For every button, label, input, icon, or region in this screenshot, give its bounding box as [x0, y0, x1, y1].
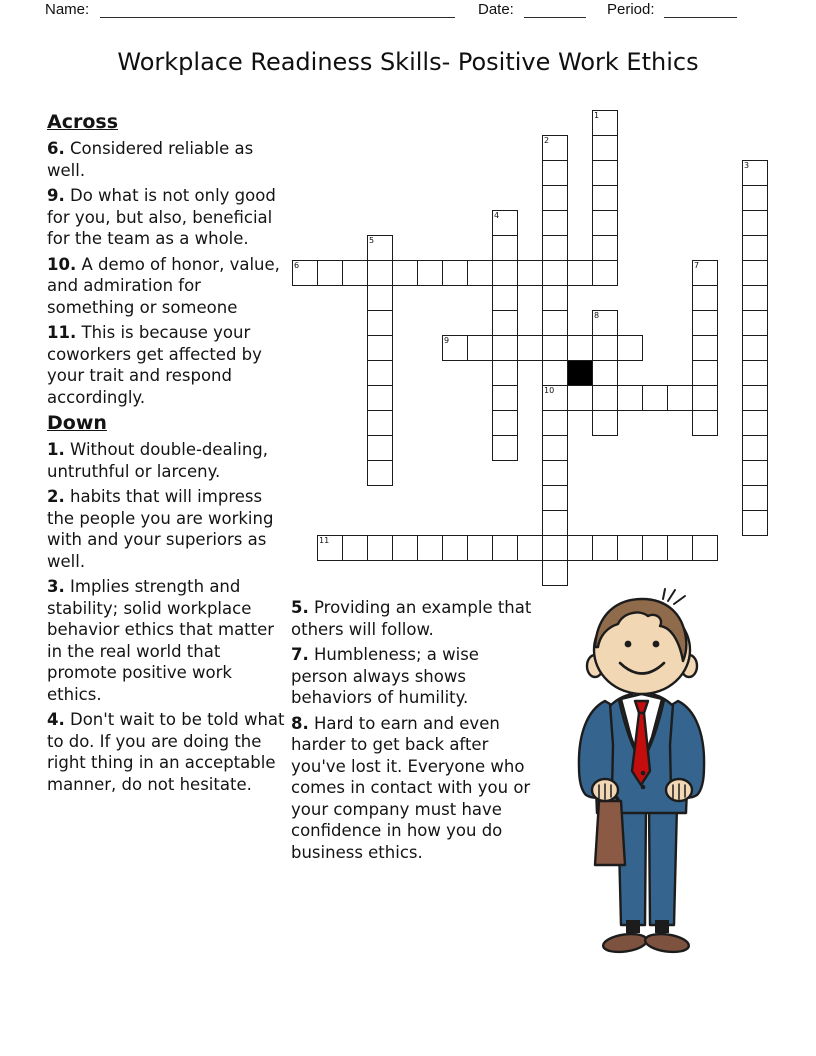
grid-cell[interactable] — [542, 510, 568, 536]
grid-cell[interactable] — [592, 185, 618, 211]
grid-cell[interactable] — [492, 210, 518, 236]
grid-cell[interactable] — [742, 260, 768, 286]
grid-cell[interactable] — [467, 335, 493, 361]
grid-cell[interactable] — [517, 335, 543, 361]
clue-text: Considered reliable as well. — [47, 139, 254, 180]
eye-right — [653, 641, 660, 648]
grid-cell[interactable] — [492, 360, 518, 386]
clue-number: 1. — [47, 440, 65, 459]
grid-cell[interactable] — [617, 335, 643, 361]
grid-cell[interactable] — [417, 535, 443, 561]
grid-cell[interactable] — [692, 285, 718, 311]
clue-text: Providing an example that others will follow. — [291, 598, 532, 639]
grid-cell[interactable] — [567, 260, 593, 286]
grid-cell[interactable] — [492, 435, 518, 461]
grid-cell[interactable] — [517, 535, 543, 561]
grid-cell[interactable] — [367, 360, 393, 386]
briefcase — [595, 801, 625, 865]
grid-cell[interactable] — [592, 535, 618, 561]
grid-cell[interactable] — [542, 135, 568, 161]
grid-cell[interactable] — [467, 535, 493, 561]
eye-left — [625, 641, 632, 648]
clue-text: Humbleness; a wise person always shows behaviors of humility. — [291, 645, 479, 707]
cell-number: 1 — [594, 111, 600, 120]
clue-text: A demo of honor, value, and admiration for something or someone — [47, 254, 280, 317]
left-clue-column — [47, 111, 285, 799]
period-label: Period: — [607, 1, 655, 18]
hair-spikes — [663, 589, 685, 604]
grid-cell[interactable] — [592, 260, 618, 286]
grid-cell[interactable] — [367, 260, 393, 286]
date-label: Date: — [478, 1, 514, 18]
grid-cell[interactable] — [542, 210, 568, 236]
grid-cell[interactable] — [617, 385, 643, 411]
grid-cell[interactable] — [542, 235, 568, 261]
sock-left — [626, 920, 640, 933]
grid-cell[interactable] — [542, 560, 568, 586]
grid-cell[interactable] — [592, 135, 618, 161]
black-cell — [567, 360, 593, 386]
clue-down-4 — [47, 709, 285, 795]
grid-cell[interactable] — [492, 285, 518, 311]
grid-cell[interactable] — [367, 535, 393, 561]
grid-cell[interactable] — [542, 335, 568, 361]
grid-cell[interactable] — [692, 360, 718, 386]
cell-number: 5 — [369, 236, 375, 245]
sock-right — [655, 920, 669, 933]
grid-cell[interactable] — [342, 260, 368, 286]
grid-cell[interactable] — [592, 335, 618, 361]
grid-cell[interactable] — [692, 535, 718, 561]
grid-cell[interactable] — [742, 160, 768, 186]
jacket-button — [641, 771, 646, 776]
grid-cell[interactable] — [592, 410, 618, 436]
grid-cell[interactable] — [692, 310, 718, 336]
cell-number: 2 — [544, 136, 550, 145]
grid-cell[interactable] — [367, 385, 393, 411]
grid-cell[interactable] — [492, 310, 518, 336]
grid-cell[interactable] — [742, 385, 768, 411]
clue-across-11 — [47, 322, 285, 408]
grid-cell[interactable] — [592, 235, 618, 261]
shoe-left — [602, 932, 648, 955]
grid-cell[interactable] — [567, 535, 593, 561]
cell-number: 6 — [294, 261, 300, 270]
grid-cell[interactable] — [692, 260, 718, 286]
clue-across-6 — [47, 138, 285, 181]
clue-number: 4. — [47, 710, 65, 729]
clue-number: 7. — [291, 645, 309, 664]
across-clue-list — [47, 138, 285, 408]
clue-number: 3. — [47, 577, 65, 596]
clue-down-3 — [47, 576, 285, 705]
down-clue-list-middle — [291, 597, 537, 863]
grid-cell[interactable] — [742, 185, 768, 211]
cell-number: 11 — [319, 536, 330, 545]
grid-cell[interactable] — [542, 185, 568, 211]
grid-cell[interactable] — [742, 360, 768, 386]
grid-cell[interactable] — [517, 260, 543, 286]
grid-cell[interactable] — [642, 535, 668, 561]
grid-cell[interactable] — [367, 235, 393, 261]
grid-cell[interactable] — [642, 385, 668, 411]
grid-cell[interactable] — [592, 360, 618, 386]
grid-cell[interactable] — [442, 335, 468, 361]
grid-cell[interactable] — [742, 510, 768, 536]
grid-cell[interactable] — [592, 110, 618, 136]
clue-text: Don't wait to be told what to do. If you are doing the right thing in an acceptable manner, do not hesitate. — [47, 710, 285, 794]
grid-cell[interactable] — [392, 535, 418, 561]
grid-cell[interactable] — [617, 535, 643, 561]
shoe-right — [644, 932, 690, 955]
cell-number: 3 — [744, 161, 750, 170]
grid-cell[interactable] — [342, 535, 368, 561]
grid-cell[interactable] — [667, 385, 693, 411]
grid-cell[interactable] — [692, 335, 718, 361]
grid-cell[interactable] — [542, 310, 568, 336]
grid-cell[interactable] — [492, 335, 518, 361]
clue-down-1 — [47, 439, 285, 482]
grid-cell[interactable] — [742, 435, 768, 461]
grid-cell[interactable] — [367, 460, 393, 486]
grid-cell[interactable] — [567, 335, 593, 361]
clue-number: 8. — [291, 713, 309, 733]
clue-text: Implies strength and stability; solid workplace behavior ethics that matter in the real world that promote positive work ethics. — [47, 577, 275, 704]
grid-cell[interactable] — [542, 260, 568, 286]
grid-cell[interactable] — [367, 285, 393, 311]
clue-number: 10. — [47, 254, 77, 274]
clue-number: 11. — [47, 323, 77, 342]
cell-number: 10 — [544, 386, 555, 395]
grid-cell[interactable] — [742, 410, 768, 436]
grid-cell[interactable] — [367, 310, 393, 336]
grid-cell[interactable] — [742, 335, 768, 361]
clue-text: habits that will impress the people you are working with and your superiors as well. — [47, 487, 274, 571]
grid-cell[interactable] — [742, 485, 768, 511]
grid-cell[interactable] — [542, 160, 568, 186]
grid-cell[interactable] — [367, 335, 393, 361]
grid-cell[interactable] — [667, 535, 693, 561]
cell-number: 7 — [694, 261, 700, 270]
clue-text: This is because your coworkers get affected by your trait and respond accordingly. — [47, 323, 262, 407]
jacket-button — [641, 785, 646, 790]
clue-text: Hard to earn and even harder to get back after you've lost it. Everyone who comes in contact with you or your company must have confidence in how you do business ethics. — [291, 713, 531, 862]
grid-cell[interactable] — [692, 385, 718, 411]
clue-down-2 — [47, 486, 285, 572]
grid-cell[interactable] — [742, 310, 768, 336]
down-clue-list-left — [47, 439, 285, 795]
middle-clue-column — [291, 597, 537, 867]
clue-down-8 — [291, 713, 537, 864]
page-title: Workplace Readiness Skills- Positive Work Ethics — [117, 48, 699, 76]
clue-number: 6. — [47, 139, 65, 158]
cell-number: 8 — [594, 311, 600, 320]
name-blank-line[interactable] — [100, 2, 455, 18]
grid-cell[interactable] — [542, 410, 568, 436]
grid-cell[interactable] — [542, 435, 568, 461]
grid-cell[interactable] — [742, 285, 768, 311]
clue-number: 9. — [47, 186, 65, 205]
clue-across-9 — [47, 185, 285, 250]
grid-cell[interactable] — [692, 410, 718, 436]
period-blank-line[interactable] — [664, 2, 737, 18]
clue-down-5 — [291, 597, 537, 640]
grid-cell[interactable] — [592, 310, 618, 336]
grid-cell[interactable] — [742, 210, 768, 236]
clue-across-10 — [47, 254, 285, 319]
clue-down-7 — [291, 644, 537, 709]
grid-cell[interactable] — [492, 410, 518, 436]
clue-number: 5. — [291, 598, 309, 617]
cell-number: 4 — [494, 211, 500, 220]
date-blank-line[interactable] — [524, 2, 586, 18]
grid-cell[interactable] — [742, 235, 768, 261]
grid-cell[interactable] — [417, 260, 443, 286]
grid-cell[interactable] — [317, 260, 343, 286]
grid-cell[interactable] — [492, 235, 518, 261]
clue-text: Do what is not only good for you, but also, beneficial for the team as a whole. — [47, 186, 276, 248]
grid-cell[interactable] — [542, 285, 568, 311]
clue-text: Without double-dealing, untruthful or larceny. — [47, 440, 268, 481]
grid-cell[interactable] — [742, 460, 768, 486]
across-heading: Across — [47, 111, 119, 133]
grid-cell[interactable] — [542, 485, 568, 511]
clue-number: 2. — [47, 487, 65, 506]
businessman-illustration — [569, 587, 715, 967]
grid-cell[interactable] — [592, 385, 618, 411]
grid-cell[interactable] — [317, 535, 343, 561]
name-label: Name: — [45, 1, 90, 18]
grid-cell[interactable] — [442, 260, 468, 286]
grid-cell[interactable] — [492, 535, 518, 561]
grid-cell[interactable] — [492, 260, 518, 286]
grid-cell[interactable] — [542, 360, 568, 386]
grid-cell[interactable] — [467, 260, 493, 286]
grid-cell[interactable] — [292, 260, 318, 286]
grid-cell[interactable] — [392, 260, 418, 286]
grid-cell[interactable] — [442, 535, 468, 561]
grid-cell[interactable] — [542, 385, 568, 411]
grid-cell[interactable] — [367, 435, 393, 461]
trouser-right-leg — [649, 805, 677, 925]
grid-cell[interactable] — [542, 535, 568, 561]
grid-cell[interactable] — [367, 410, 393, 436]
grid-cell[interactable] — [492, 385, 518, 411]
down-heading: Down — [47, 412, 107, 434]
grid-cell[interactable] — [592, 160, 618, 186]
grid-cell[interactable] — [592, 210, 618, 236]
grid-cell[interactable] — [567, 385, 593, 411]
cell-number: 9 — [444, 336, 450, 345]
grid-cell[interactable] — [542, 460, 568, 486]
